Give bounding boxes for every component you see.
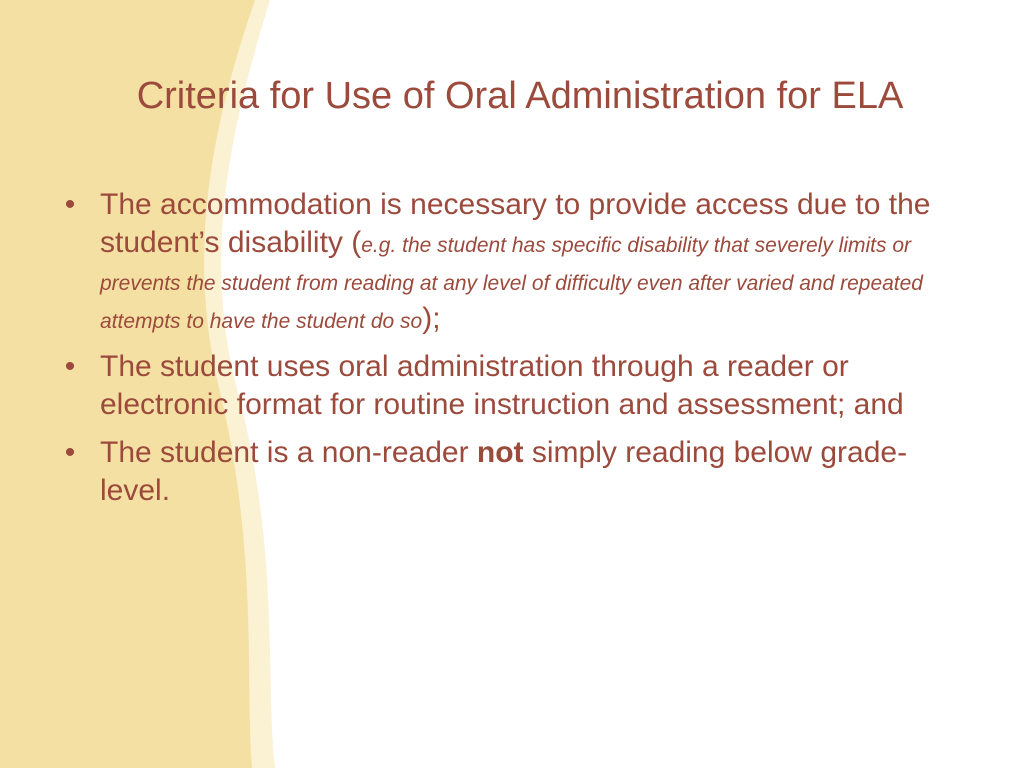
bullet-1-text: The accommodation is necessary to provide access due to the student’s disability ( — [100, 188, 931, 259]
bullet-marker: • — [64, 188, 76, 221]
bullet-marker: • — [64, 350, 76, 383]
slide-title: Criteria for Use of Oral Administration for ELA — [136, 75, 904, 117]
bullet-marker: • — [64, 436, 76, 469]
bullet-item-1 — [58, 186, 958, 338]
bullet-3-text: The student is a non-reader — [100, 436, 477, 469]
bullet-list — [58, 186, 958, 520]
bullet-item-3 — [58, 434, 958, 510]
bullet-item-2 — [58, 348, 958, 424]
bullet-3-emphasis: not — [476, 436, 524, 469]
bullet-3-rest: simply reading below grade-level. — [100, 436, 908, 507]
bullet-2-text: The student uses oral administration through a reader or electronic format for routine instruction and assessment; and — [100, 350, 904, 421]
bullet-1-close: ); — [422, 302, 441, 335]
bullet-1-example: e.g. the student has specific disability that severely limits or prevents the student from reading at any level of difficulty even after varied and repeated attempts to have the student do so — [100, 234, 923, 333]
